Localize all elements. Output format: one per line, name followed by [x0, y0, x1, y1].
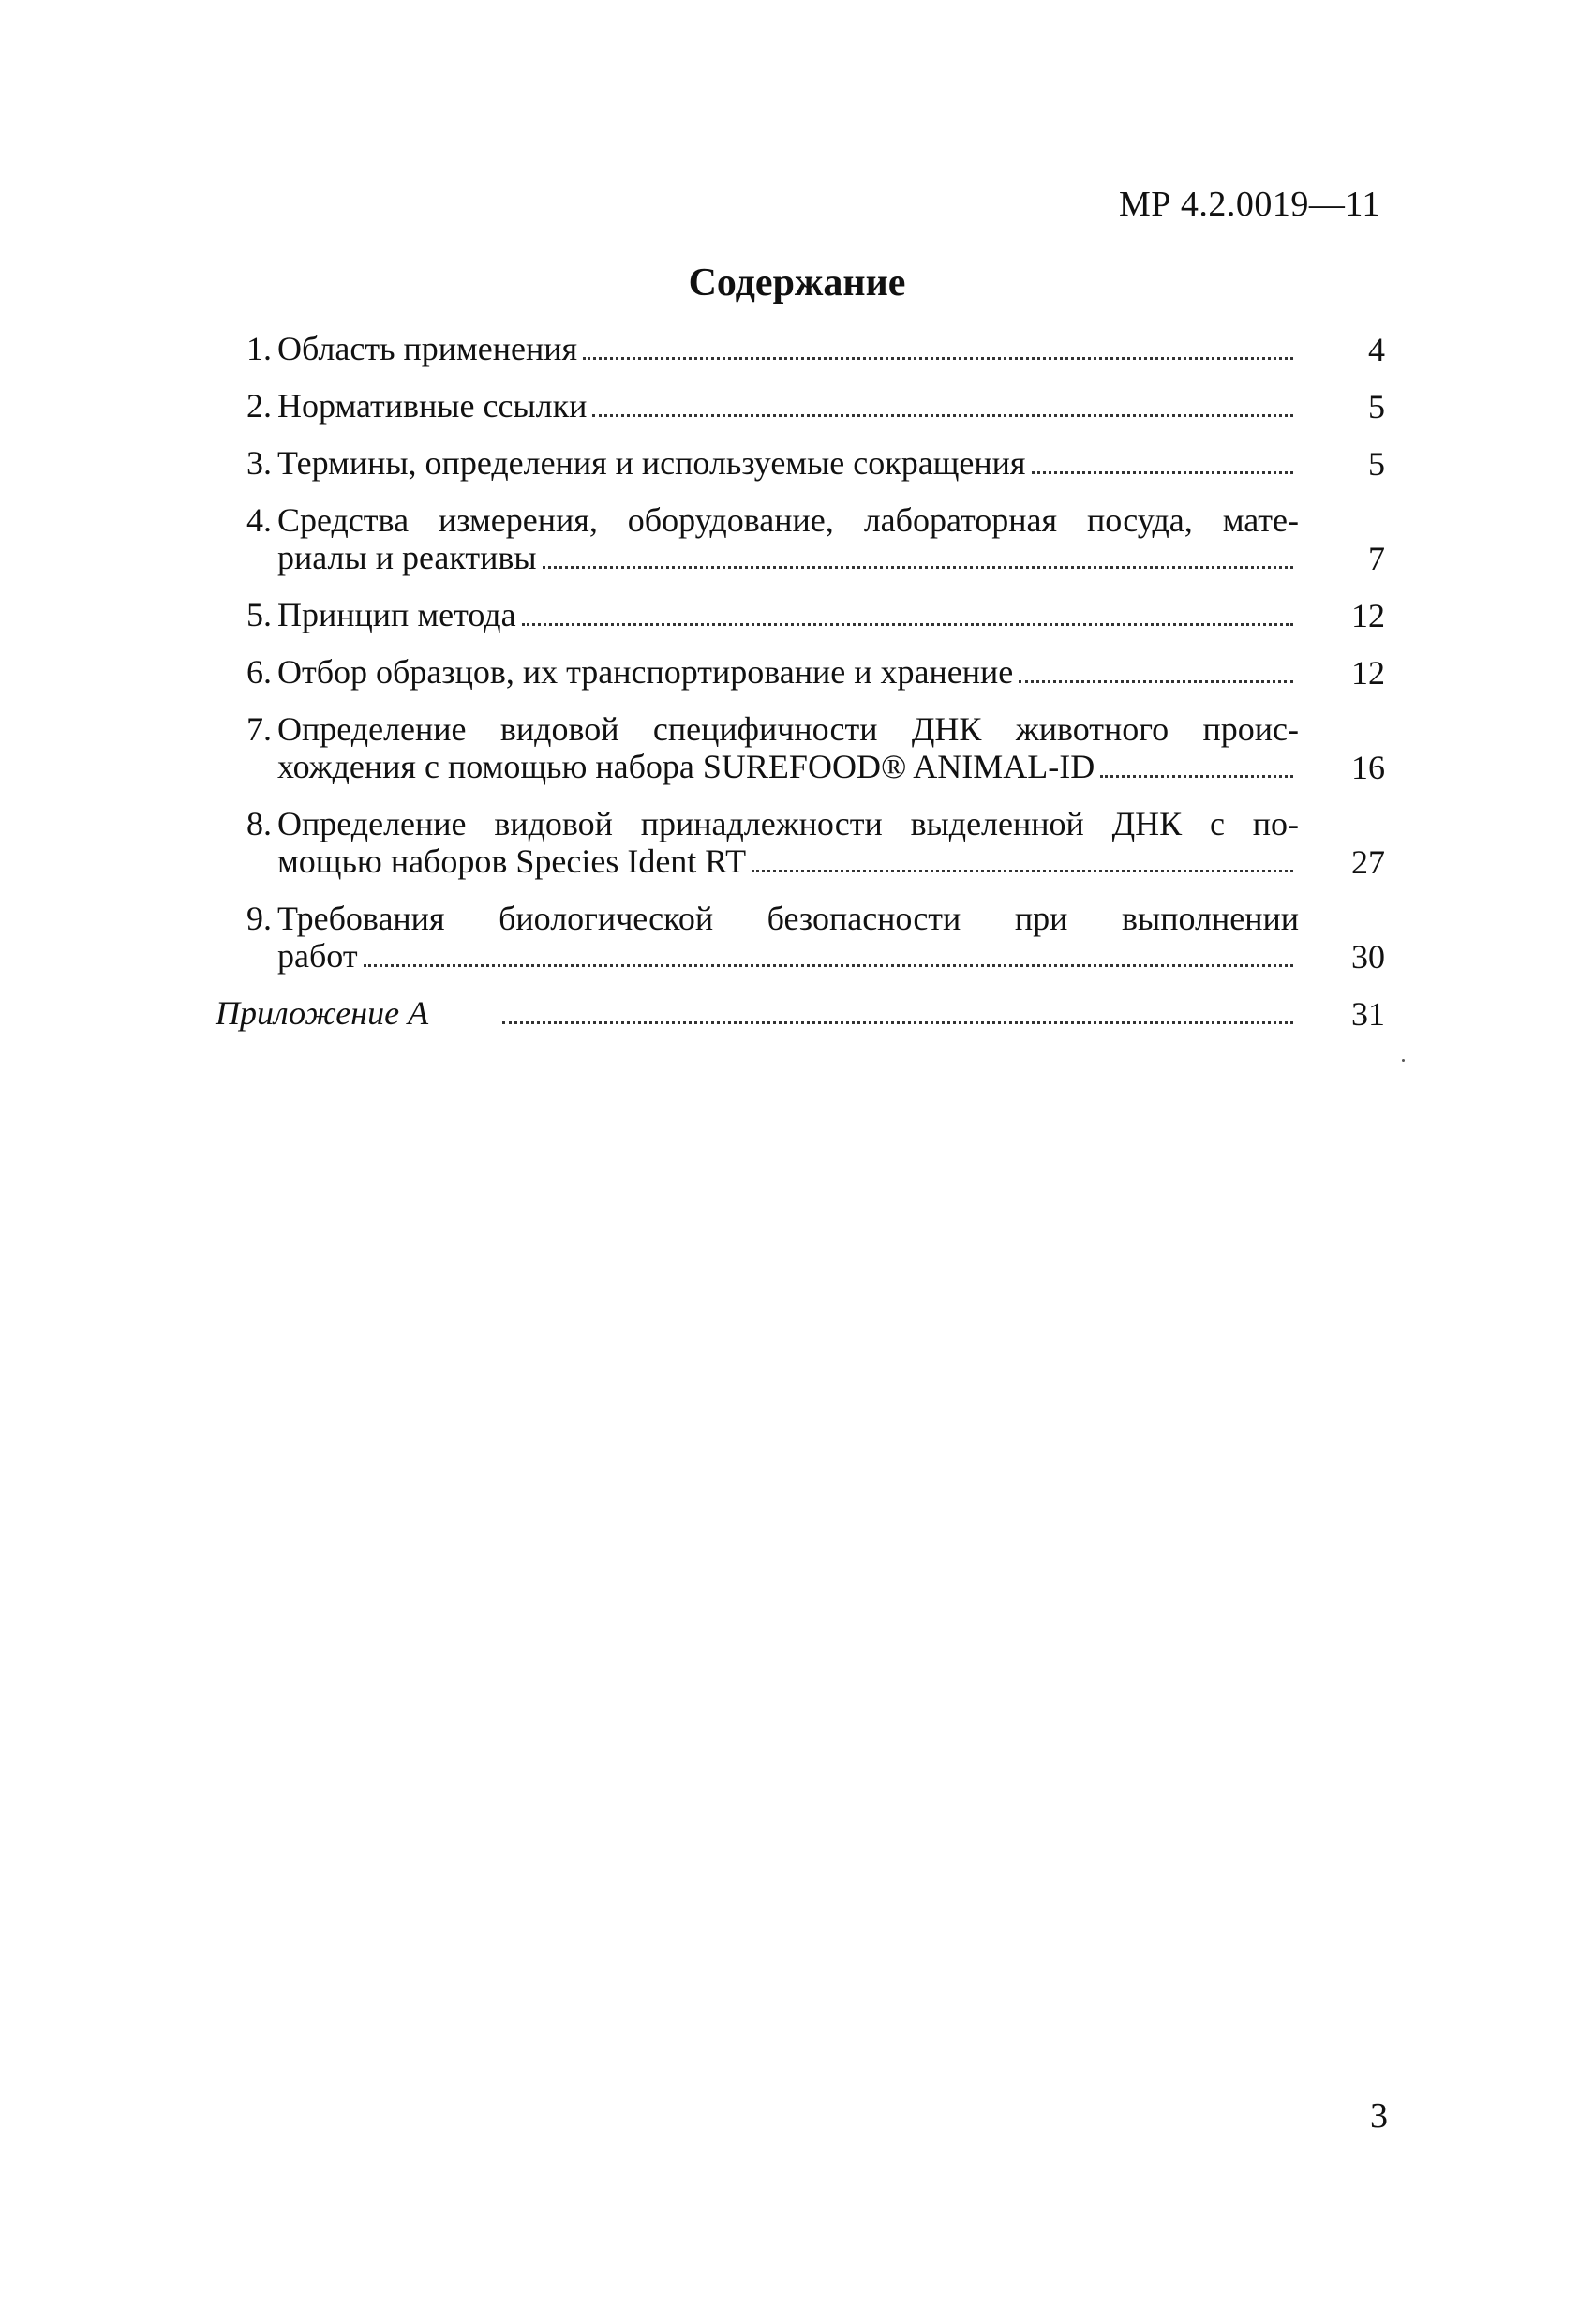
toc-entry-title-line-1: Определение видовой принадлежности выделенной ДНК с по-	[277, 805, 1299, 842]
toc-entry	[216, 653, 1385, 692]
dot-leader	[502, 1021, 1293, 1024]
dot-leader	[364, 964, 1293, 967]
toc-entry-title: Отбор образцов, их транспортирование и хранение	[277, 653, 1014, 691]
dot-leader	[583, 357, 1293, 360]
toc-entry-page: 31	[1351, 995, 1385, 1033]
toc-entry-page: 27	[1351, 843, 1385, 881]
toc-entry-title-line-1: Требования биологической безопасности при выполнении	[277, 900, 1299, 937]
toc-entry	[216, 805, 1385, 881]
toc-appendix-label: Приложение А	[216, 994, 429, 1032]
toc-entry-page: 12	[1351, 597, 1385, 634]
toc-entry-number: 3.	[246, 444, 272, 482]
dot-leader	[543, 566, 1293, 569]
toc-entry-number: 8.	[246, 805, 272, 842]
toc-entry-page: 30	[1351, 938, 1385, 976]
toc-entry	[216, 330, 1385, 368]
toc-entry-title-line-1: Определение видовой специфичности ДНК животного проис-	[277, 710, 1299, 748]
toc-appendix-entry	[216, 994, 1385, 1033]
dot-leader	[522, 623, 1293, 626]
toc-entry	[216, 444, 1385, 483]
toc-entry-page: 5	[1368, 388, 1385, 425]
toc-entry-title: Термины, определения и используемые сокращения	[277, 444, 1026, 482]
table-of-contents	[216, 330, 1385, 1051]
toc-entry-number: 7.	[246, 710, 272, 748]
dot-leader	[1019, 680, 1293, 683]
dot-leader	[1032, 471, 1294, 474]
toc-entry-title: Принцип метода	[277, 596, 516, 633]
toc-entry-title: Нормативные ссылки	[277, 387, 588, 425]
toc-entry-title-line-2: риалы и реактивы	[277, 539, 537, 576]
toc-entry-page: 7	[1368, 540, 1385, 577]
dot-leader	[1100, 775, 1293, 778]
toc-entry-number: 4.	[246, 501, 272, 539]
toc-entry-page: 4	[1368, 331, 1385, 368]
page-number: 3	[1370, 2096, 1388, 2136]
toc-title: Содержание	[688, 261, 906, 305]
toc-entry-title-line-2: хождения с помощью набора SUREFOOD® ANIMAL-ID	[277, 748, 1095, 785]
toc-entry-number: 2.	[246, 387, 272, 425]
toc-entry-title-line-2: работ	[277, 937, 358, 975]
toc-entry-number: 5.	[246, 596, 272, 633]
toc-entry	[216, 501, 1385, 577]
toc-entry-page: 16	[1351, 749, 1385, 786]
toc-entry	[216, 900, 1385, 976]
toc-entry-number: 9.	[246, 900, 272, 937]
toc-entry	[216, 596, 1385, 634]
dot-leader	[752, 870, 1293, 872]
toc-entry-title-line-1: Средства измерения, оборудование, лабораторная посуда, мате-	[277, 501, 1299, 539]
toc-entry	[216, 387, 1385, 425]
dot-leader	[592, 414, 1293, 417]
document-code: МР 4.2.0019—11	[1118, 185, 1380, 224]
toc-entry-page: 12	[1351, 654, 1385, 692]
toc-entry-number: 1.	[246, 330, 272, 367]
scan-speck	[1402, 1059, 1405, 1062]
toc-entry-title-line-2: мощью наборов Species Ident RT	[277, 842, 747, 880]
toc-entry-number: 6.	[246, 653, 272, 691]
toc-entry	[216, 710, 1385, 786]
toc-entry-page: 5	[1368, 445, 1385, 483]
toc-entry-title: Область применения	[277, 330, 578, 367]
